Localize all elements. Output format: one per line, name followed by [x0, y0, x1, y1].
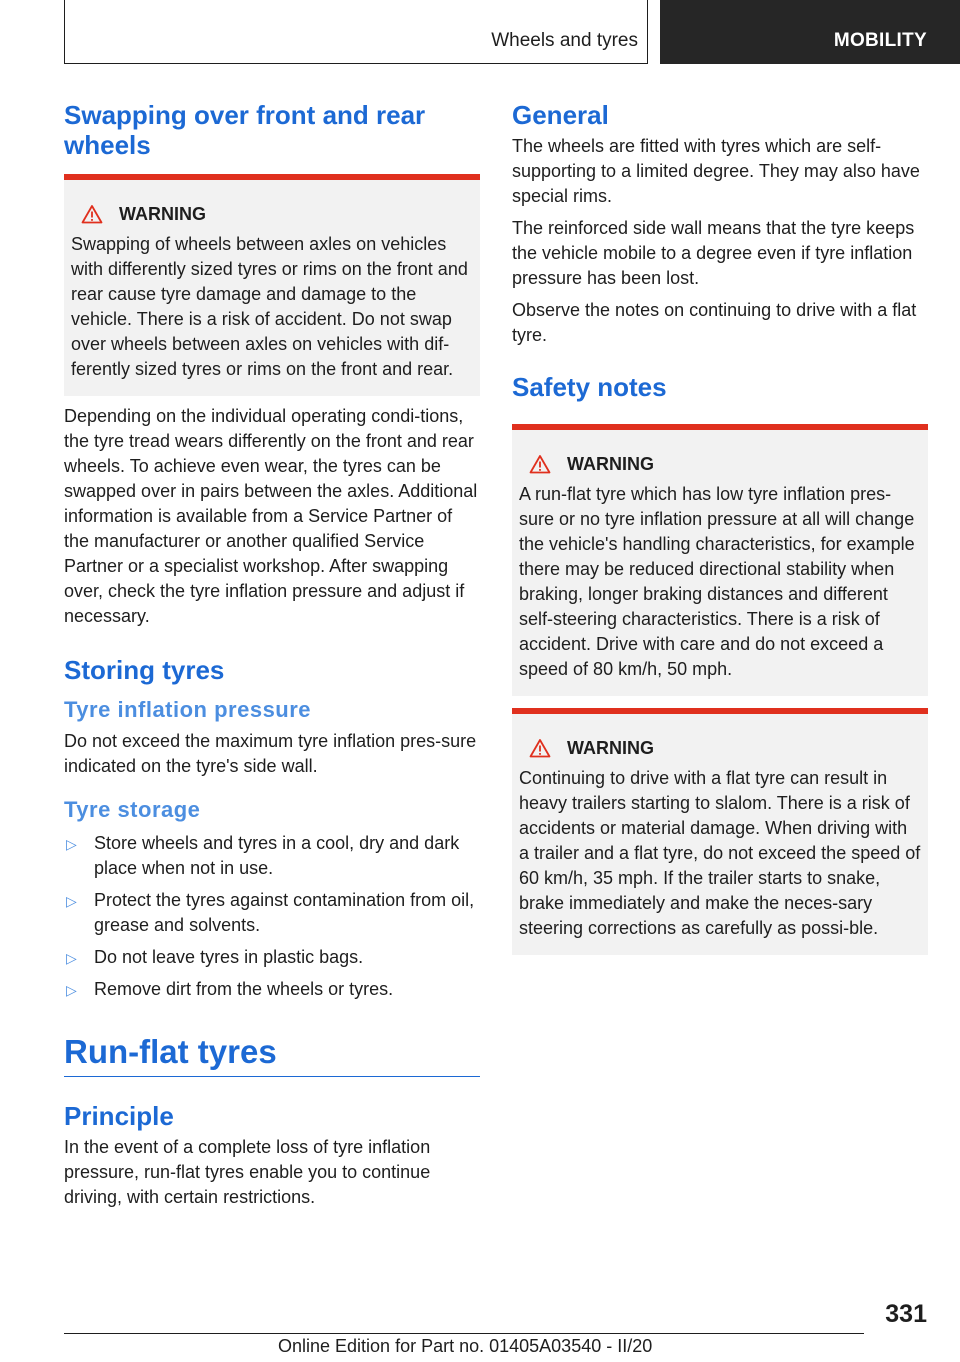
warning-triangle-icon [529, 738, 551, 758]
warning-triangle-icon [81, 204, 103, 224]
warning-label: WARNING [567, 453, 654, 474]
runflat-heading: Run-flat tyres [64, 1033, 277, 1070]
right-column [512, 100, 928, 955]
list-item: ▷ Protect the tyres against contamination from oil, grease and solvents. [66, 890, 475, 935]
principle-body: In the event of a complete loss of tyre inflation pressure, run-flat tyres enable you to continue driving, with certain restrictions. [64, 1137, 431, 1207]
warning-text: Swapping of wheels between axles on vehicles with differently sized tyres or rims on the front and rear cause tyre damage and damage to the vehicle. There is a risk of accident. Do not swap over wheels between axles on vehicles with dif‐ferently sized tyres or rims on the front and rear. [71, 234, 468, 379]
warning-box-trailer [512, 708, 928, 955]
warning-text: Continuing to drive with a flat tyre can result in heavy trailers starting to slalom. There is a risk of accidents or material damage. When driving with a trailer and a flat tyre, do not exceed the speed of 60 km/h, 35 mph. If the trailer starts to snake, brake immediately and make the neces‐sary steering corrections as carefully as possi‐ble. [519, 768, 921, 938]
header-section-title: Wheels and tyres [491, 30, 638, 51]
bullet-triangle-icon: ▷ [66, 836, 77, 852]
left-column [64, 100, 480, 1210]
header-chapter-label: MOBILITY [833, 30, 927, 51]
list-item: ▷ Do not leave tyres in plastic bags. [64, 945, 480, 970]
bullet-triangle-icon: ▷ [66, 950, 77, 966]
runflat-heading-rule [64, 1076, 480, 1077]
general-para-2: The reinforced side wall means that the tyre keeps the vehicle mobile to a degree even if tyre inflation pressure has been lost. [512, 218, 915, 288]
warning-triangle-icon [529, 454, 551, 474]
header-chapter-tab [660, 0, 960, 64]
bullet-triangle-icon: ▷ [66, 893, 77, 909]
general-para-1: The wheels are fitted with tyres which are self-supporting to a limited degree. They may also have special rims. [512, 136, 920, 206]
inflation-body: Do not exceed the maximum tyre inflation pres‐sure indicated on the tyre's side wall. [64, 731, 477, 776]
footer-rule [64, 1333, 864, 1334]
general-para-3: Observe the notes on continuing to drive with a flat tyre. [512, 300, 917, 345]
footer-edition-text: Online Edition for Part no. 01405A03540 - II/20 [278, 1336, 653, 1356]
general-heading: General [512, 100, 609, 130]
swap-heading: Swapping over front and rear wheels [64, 100, 426, 160]
storing-heading: Storing tyres [64, 655, 225, 685]
list-item: ▷ Store wheels and tyres in a cool, dry and dark place when not in use. [66, 833, 460, 878]
bullet-triangle-icon: ▷ [66, 982, 77, 998]
warning-box-swap [64, 174, 480, 396]
warning-box-runflat [512, 424, 928, 696]
safety-heading: Safety notes [512, 372, 667, 402]
principle-heading: Principle [64, 1101, 174, 1131]
warning-title [71, 200, 473, 228]
warning-title [519, 450, 921, 478]
storage-list [64, 831, 480, 1002]
swap-body: Depending on the individual operating condi‐tions, the tyre tread wears differently on the front and rear wheels. To achieve even wear, the tyres can be swapped over in pairs between the axles. Additional information is available from a Service Partner of the manufacturer or another qualified Service Partner or a specialist workshop. After swapping over, check the tyre inflation pressure and adjust if necessary. [64, 406, 478, 626]
inflation-heading: Tyre inflation pressure [64, 697, 312, 722]
storage-heading: Tyre storage [64, 797, 201, 822]
warning-title [519, 734, 921, 762]
page-number: 331 [885, 1300, 927, 1328]
list-item: ▷ Remove dirt from the wheels or tyres. [64, 977, 480, 1002]
warning-text: A run-flat tyre which has low tyre inflation pres‐sure or no tyre inflation pressure at all will change the vehicle's handling characteristics, for example there may be reduced directional stability when braking, longer braking distances and different self-steering characteristics. There is a risk of accident. Drive with care and do not exceed a speed of 80 km/h, 50 mph. [519, 484, 915, 679]
warning-label: WARNING [567, 737, 654, 758]
warning-label: WARNING [119, 203, 206, 224]
